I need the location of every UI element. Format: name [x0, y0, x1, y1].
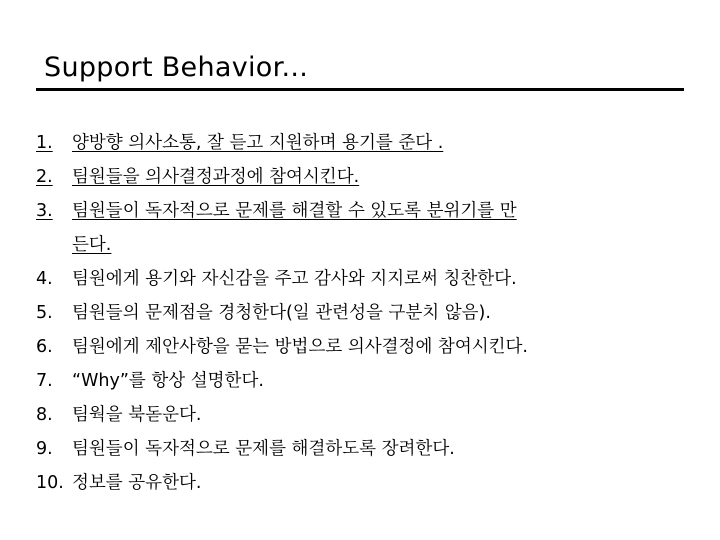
item-text: 팀원들이 독자적으로 문제를 해결하도록 장려한다.: [72, 439, 455, 459]
list-item-6: [36, 330, 686, 364]
item-number: 6.: [36, 337, 53, 357]
item-text: “Why”를 항상 설명한다.: [72, 371, 264, 391]
item-text: 팀원들을 의사결정과정에 참여시킨다.: [72, 167, 360, 187]
list-item-8: [36, 398, 686, 432]
list-item-3: [36, 194, 686, 262]
item-number: 5.: [36, 303, 53, 323]
item-number: 10.: [36, 473, 64, 493]
item-text-wrapper: [72, 194, 686, 262]
list-item-5: [36, 296, 686, 330]
item-text: 팀원에게 용기와 자신감을 주고 감사와 지지로써 칭찬한다.: [72, 269, 517, 289]
item-number: 4.: [36, 269, 53, 289]
item-text: 정보를 공유한다.: [72, 473, 202, 493]
support-behavior-list: [36, 126, 686, 500]
item-text: 팀원들의 문제점을 경청한다(일 관련성을 구분치 않음).: [72, 303, 491, 323]
item-number: 8.: [36, 405, 53, 425]
list-item-1: [36, 126, 686, 160]
item-number: 9.: [36, 439, 53, 459]
item-text: 팀원들이 독자적으로 문제를 해결할 수 있도록 분위기를 만: [72, 201, 517, 221]
slide-title: Support Behavior...: [44, 52, 309, 83]
item-number: 7.: [36, 371, 53, 391]
item-text-continuation: 든다.: [72, 235, 112, 255]
title-divider: [36, 88, 684, 91]
item-number: 3.: [36, 201, 53, 221]
list-item-9: [36, 432, 686, 466]
item-number: 2.: [36, 167, 53, 187]
item-text: 팀원에게 제안사항을 묻는 방법으로 의사결정에 참여시킨다.: [72, 337, 528, 357]
list-item-10: [36, 466, 686, 500]
item-number: 1.: [36, 133, 53, 153]
item-text: 팀웍을 북돋운다.: [72, 405, 202, 425]
list-item-7: [36, 364, 686, 398]
item-text: 양방향 의사소통, 잘 듣고 지원하며 용기를 준다 .: [72, 133, 444, 153]
list-item-4: [36, 262, 686, 296]
list-item-2: [36, 160, 686, 194]
